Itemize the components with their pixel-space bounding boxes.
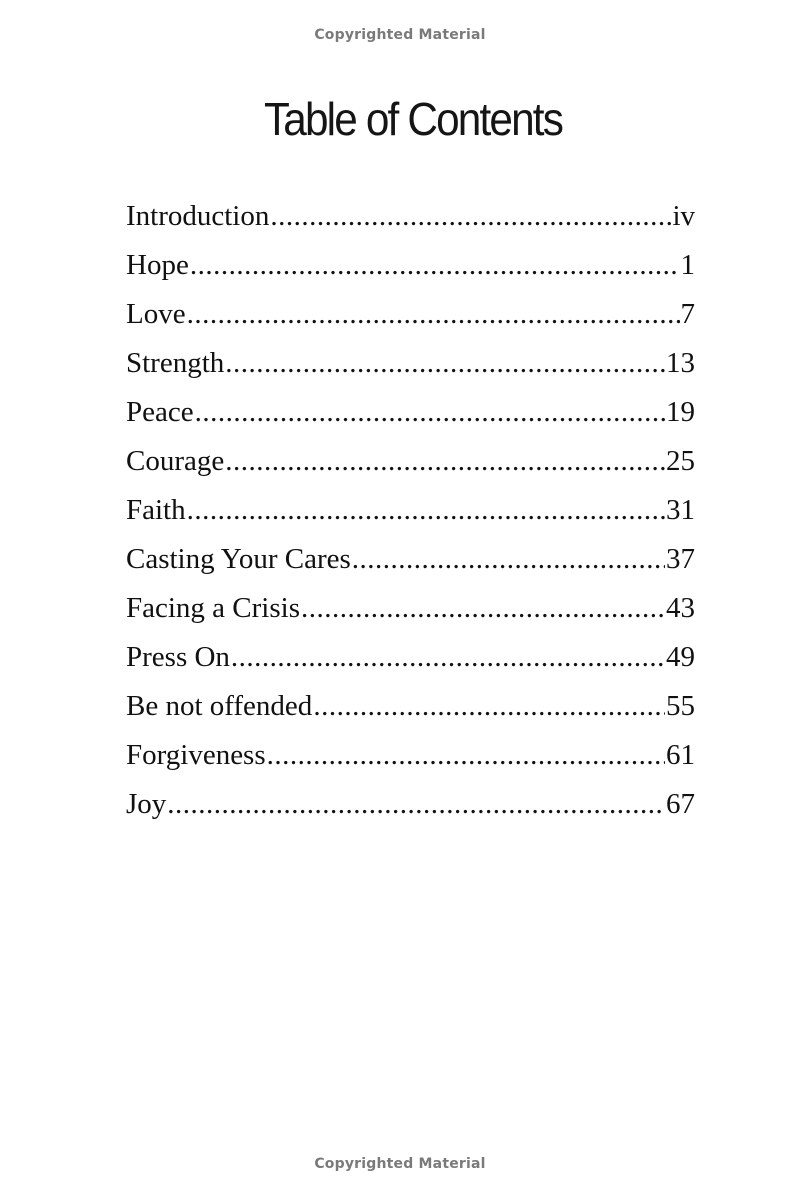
toc-entry-label: Joy <box>126 788 167 820</box>
toc-entry-label: Facing a Crisis <box>126 592 300 624</box>
dot-leader <box>167 784 665 824</box>
table-of-contents <box>126 196 695 833</box>
toc-entry-page-number: 19 <box>666 396 695 428</box>
toc-entry-page-number: 67 <box>666 788 695 820</box>
copyright-watermark-top: Copyrighted Material <box>314 27 486 43</box>
toc-entry-label: Courage <box>126 445 225 477</box>
toc-entry-page-number: 31 <box>666 494 695 526</box>
toc-entry-label: Peace <box>126 396 194 428</box>
toc-entry-faith[interactable] <box>126 490 695 539</box>
toc-entry-page-number: 13 <box>666 347 695 379</box>
dot-leader <box>225 343 665 383</box>
toc-entry-forgiveness[interactable] <box>126 735 695 784</box>
toc-entry-label: Strength <box>126 347 225 379</box>
toc-entry-peace[interactable] <box>126 392 695 441</box>
dot-leader <box>270 196 671 236</box>
toc-entry-courage[interactable] <box>126 441 695 490</box>
toc-entry-introduction[interactable] <box>126 196 695 245</box>
dot-leader <box>301 588 665 628</box>
toc-entry-page-number: 55 <box>666 690 695 722</box>
toc-entry-hope[interactable] <box>126 245 695 294</box>
toc-entry-joy[interactable] <box>126 784 695 833</box>
toc-entry-label: Forgiveness <box>126 739 266 771</box>
dot-leader <box>190 245 680 285</box>
toc-entry-page-number: iv <box>672 200 695 232</box>
dot-leader <box>231 637 665 677</box>
toc-entry-be-not-offended[interactable] <box>126 686 695 735</box>
toc-entry-page-number: 49 <box>666 641 695 673</box>
toc-entry-page-number: 37 <box>666 543 695 575</box>
toc-entry-label: Casting Your Cares <box>126 543 351 575</box>
toc-entry-label: Introduction <box>126 200 270 232</box>
dot-leader <box>267 735 665 775</box>
toc-entry-label: Press On <box>126 641 230 673</box>
toc-entry-page-number: 1 <box>680 249 695 281</box>
dot-leader <box>187 490 665 530</box>
toc-entry-strength[interactable] <box>126 343 695 392</box>
toc-entry-label: Hope <box>126 249 189 281</box>
toc-entry-page-number: 43 <box>666 592 695 624</box>
toc-entry-label: Love <box>126 298 186 330</box>
dot-leader <box>225 441 665 481</box>
toc-entry-page-number: 61 <box>666 739 695 771</box>
toc-entry-casting-your-cares[interactable] <box>126 539 695 588</box>
copyright-watermark-bottom: Copyrighted Material <box>314 1156 486 1172</box>
toc-entry-label: Be not offended <box>126 690 313 722</box>
toc-entry-page-number: 7 <box>680 298 695 330</box>
page-title: Table of Contents <box>263 93 563 145</box>
dot-leader <box>187 294 680 334</box>
toc-entry-facing-a-crisis[interactable] <box>126 588 695 637</box>
toc-entry-love[interactable] <box>126 294 695 343</box>
dot-leader <box>313 686 665 726</box>
toc-entry-press-on[interactable] <box>126 637 695 686</box>
toc-entry-page-number: 25 <box>666 445 695 477</box>
toc-entry-label: Faith <box>126 494 186 526</box>
dot-leader <box>195 392 665 432</box>
dot-leader <box>352 539 665 579</box>
